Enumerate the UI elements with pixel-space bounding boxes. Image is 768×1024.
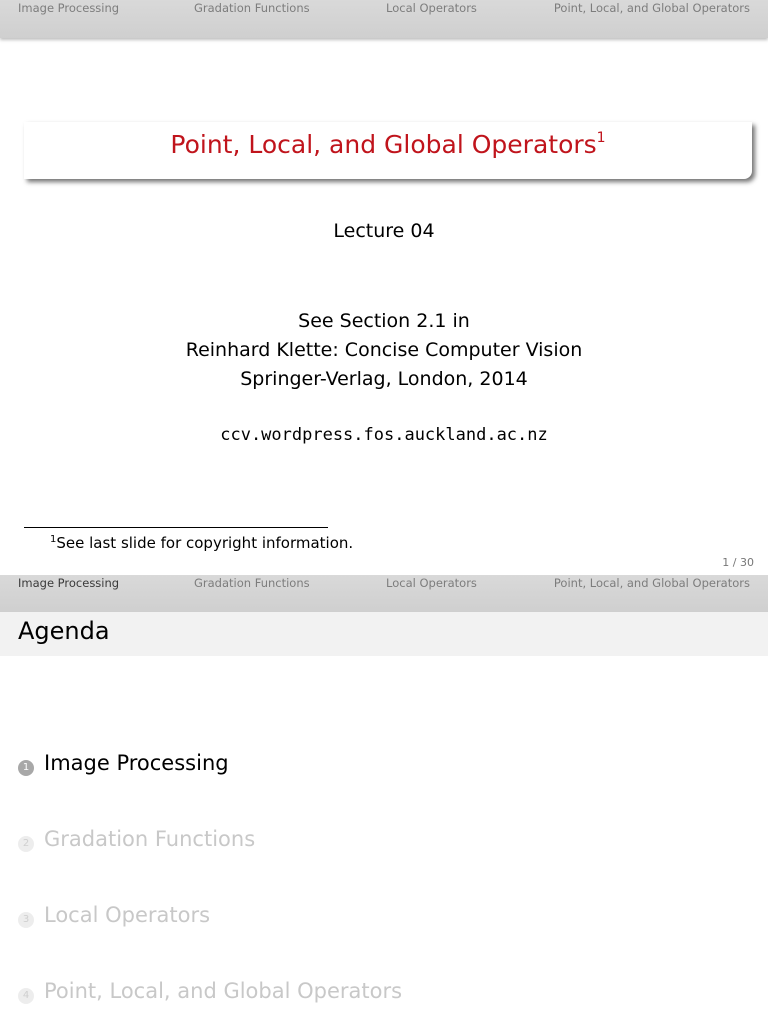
frame-title-bar (0, 612, 768, 656)
agenda-slide (0, 575, 768, 1024)
footnote-text: See last slide for copyright information. (56, 534, 354, 552)
toc-label: Gradation Functions (44, 827, 256, 851)
section-navbar (0, 575, 768, 613)
slide-title-text: Point, Local, and Global Operators (170, 130, 597, 159)
toc-number-badge: 1 (18, 760, 34, 776)
toc-label: Point, Local, and Global Operators (44, 979, 403, 1003)
footnote-rule (24, 527, 328, 528)
nav-item-point-local-global[interactable]: Point, Local, and Global Operators (553, 576, 750, 590)
reference-block (0, 307, 768, 394)
nav-item-point-local-global[interactable]: Point, Local, and Global Operators (553, 1, 750, 15)
page-number: 1 / 30 (722, 556, 754, 569)
nav-item-local-operators[interactable]: Local Operators (386, 1, 477, 15)
toc-label: Local Operators (44, 903, 211, 927)
reference-line: Reinhard Klette: Concise Computer Vision (185, 339, 583, 361)
toc-number-badge: 2 (18, 836, 34, 852)
slide-title (24, 130, 752, 159)
toc-label: Image Processing (44, 751, 229, 775)
nav-item-image-processing[interactable]: Image Processing (18, 576, 120, 590)
section-navbar (0, 0, 768, 38)
footnote (50, 534, 353, 552)
nav-item-image-processing[interactable]: Image Processing (18, 1, 120, 15)
footnote-mark: 1 (50, 534, 57, 545)
nav-item-local-operators[interactable]: Local Operators (386, 576, 477, 590)
title-footnote-mark: 1 (596, 130, 606, 146)
frame-title: Agenda (18, 617, 110, 645)
nav-item-gradation-functions[interactable]: Gradation Functions (194, 1, 310, 15)
reference-line: See Section 2.1 in (298, 310, 470, 332)
title-box (24, 122, 752, 179)
website-url[interactable]: ccv.wordpress.fos.auckland.ac.nz (220, 425, 548, 445)
toc-number-badge: 3 (18, 912, 34, 928)
toc-number-badge: 4 (18, 988, 34, 1004)
nav-item-gradation-functions[interactable]: Gradation Functions (194, 576, 310, 590)
reference-line: Springer-Verlag, London, 2014 (240, 368, 528, 390)
lecture-number: Lecture 04 (333, 220, 435, 242)
